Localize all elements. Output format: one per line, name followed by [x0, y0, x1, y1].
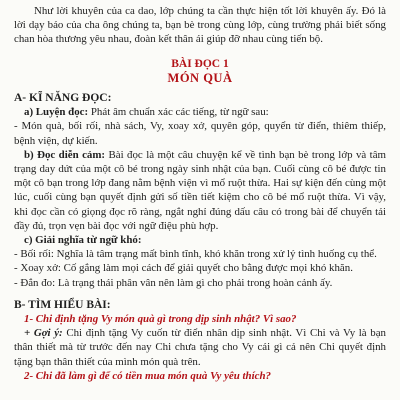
intro-paragraph: [14, 4, 386, 47]
intro-line-1: Như lời khuyên của ca dao, lớp chúng ta cần thực hiện tốt lời khuyên ấy.: [34, 5, 359, 17]
luyen-doc-label: a) Luyện đọc:: [24, 106, 89, 119]
luyen-doc-words: - Món quà, bối rối, nhà sách, Vy, xoay xở, quyên góp, quyển từ điển, thiêm thiếp, bệnh viện, dự kiến.: [14, 120, 386, 147]
giai-nghia-heading: [14, 233, 386, 247]
hint-label: + Gợi ý:: [24, 327, 63, 340]
lesson-number: BÀI ĐỌC 1: [171, 57, 229, 70]
doc-dien-cam-text: Bài đọc là một câu chuyện kể về tình bạn bè trong lớp và tâm trạng day dứt của một cô bé trong ngày sinh nhật của bạn. Cuối cùng cô bé được tin một cô bạn trong lớp đang nằm bệnh viện vì mổ ruột thừa. Hai sự kiện đến cùng một lúc, cuối cùng bạn quyết định gửi số tiền tiết kiệm cho cô bé mổ ruột thừa. Vì vậy, khi đọc cần có giọng đọc rõ ràng, ngắt nghỉ đúng dấu câu có trong bài để chuyển tải đầy đủ, trọn vẹn bài đọc với ngữ điệu phù hợp.: [14, 148, 386, 232]
hint-text: Chi định tặng Vy cuốn từ điển nhân dịp sinh nhật. Vì Chi và Vy là bạn thân thiết mà từ trước đến nay Chi chưa tặng cho Vy cái gì cả nên Chi quyết định tặng bạn thân thiết của mình món quà trên.: [14, 327, 387, 368]
intro-line-2: Đó là lời dạy bảo của cha ông chúng ta, bạn bè trong cùng lớp, cùng trường phải biết sống chan hòa thương yêu nhau, đoàn kết thân ái giúp đỡ nhau cùng tiến bộ.: [14, 5, 386, 46]
luyen-doc-text: Phát âm chuẩn xác các tiếng, từ ngữ sau:: [88, 106, 269, 119]
doc-dien-cam-label: b) Đọc diễn cảm:: [24, 148, 106, 161]
giai-nghia-item-3: - Đắn đo: Là trạng thái phân vân nên làm gì cho phải trong hoàn cảnh ấy.: [14, 276, 333, 289]
question-2: 2- Chi đã làm gì để có tiền mua món quà Vy yêu thích?: [24, 369, 271, 382]
question-1: 1- Chi định tặng Vy món quà gì trong dịp sinh nhật? Vì sao?: [24, 313, 297, 326]
giai-nghia-item-1: - Bối rối: Nghĩa là tâm trạng mất bình tĩnh, khó khăn trong xử lý tình huống cụ thể.: [14, 248, 377, 261]
giai-nghia-label: c) Giải nghĩa từ ngữ khó:: [24, 234, 142, 247]
lesson-title: MÓN QUÀ: [167, 70, 233, 85]
giai-nghia-item-2: - Xoay xở: Cố gắng làm mọi cách để giải quyết cho bằng được mọi khó khăn.: [14, 262, 353, 275]
section-a-heading: A- KĨ NĂNG ĐỌC:: [14, 92, 112, 105]
doc-dien-cam-paragraph: [14, 148, 386, 233]
luyen-doc-paragraph: [14, 105, 386, 119]
hint-paragraph: [14, 326, 386, 369]
section-b-heading: B- TÌM HIỂU BÀI:: [14, 298, 111, 311]
